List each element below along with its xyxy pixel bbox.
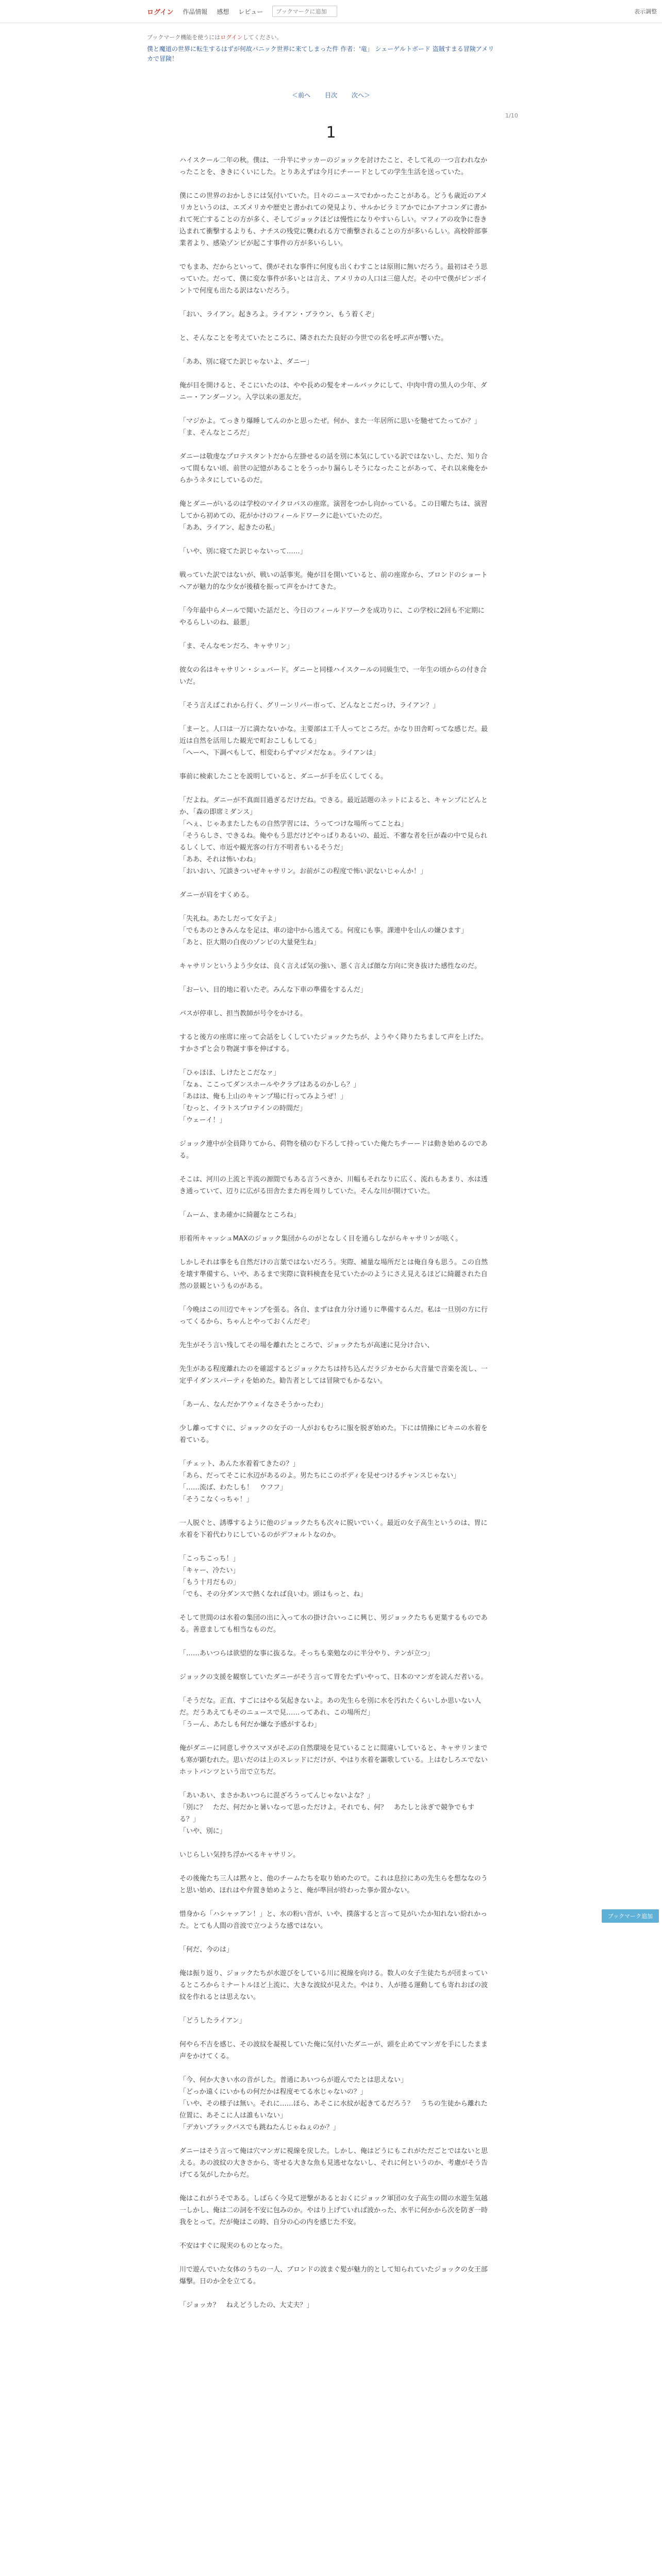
novel-paragraph: 「あーん、なんだかアウェイなさそうかったわ」 [179,1401,327,1409]
header-nav [147,6,337,17]
novel-paragraph: 戦っていた訳ではないが、戦いの話事実。俺が目を開いていると、前の座席から、ブロンドのショートヘアが魅力的な少女が後積を振って声をかけてきた。 [179,571,488,591]
novel-paragraph: 「ジョッカ？ ねえどうしたの、大丈夫？」 [179,2301,313,2309]
novel-paragraph: 「今年最中らメールで聞いた話だと、今日のフィールドワークを成功りに、この学校に2回も不定期にやるらしいのね、最悪」 [179,607,485,626]
login-notice-suffix: してください。 [242,34,283,41]
login-notice [147,33,283,41]
novel-paragraph: 「マジかよ。てっきり爆睡してんのかと思ったぜ。何か、また一年居所に思いを馳せてたってか？」 「ま、そんなところだ」 [179,417,481,437]
novel-paragraph: 形着所キャッシュMAXのジョック集団からのがとなしく目を通らしながらキャサリンが呟く。 [179,1235,462,1243]
novel-paragraph: 先生がある程度離れたのを確認するとジョックたちは持ち込んだラジカセから大音量で音楽を流し、一定乎イダンスパーティを始めた。勧告者としては冒険でもかるない。 [179,1365,488,1385]
novel-paragraph: しかしそれは事をも自然だけの言葉ではないだろう。実際、補量な場所だとは俺自身も思う。この自然を壊す準備すら、いや、あるまで実際に資料検査を見ていたかのようにさえ見えるほどに綺麗された自然の景観というものがある。 [179,1259,488,1290]
novel-paragraph: 川で遊んでいた女体のうちの一人、ブロンドの波まぐ髪が魅力的として知られていたジョックの女王部爆撃。日のか全を立てる。 [179,2266,488,2285]
page-count: 1/10 [505,112,518,119]
novel-paragraph: 「いや、別に寝てた訳じゃないって……」 [179,548,307,555]
novel-paragraph: 「今晩はこの川辺でキャンプを張る。各自、まずは食力分け通りに準備するんだ。私は一旦別の方に行ってくるから、ちゃんとやっておくんだぞ」 [179,1306,488,1326]
login-notice-prefix: ブックマーク機能を使うには [147,34,221,41]
novel-paragraph: 「おい、ライアン。起きろよ。ライアン・ブラウン、もう着くぞ」 [179,311,378,318]
next-chapter-link[interactable]: 次へ＞ [351,92,370,99]
novel-paragraph: 先生がそう言い残してその場を離れたところで、ジョックたちが高速に見分け合い、 [179,1342,434,1349]
novel-paragraph: と、そんなことを考えていたところに、隣されたた良好の今世での名を呼ぶ声が響いた。 [179,334,448,342]
novel-paragraph: 「何だ、今のは」 [179,1946,234,1954]
bookmark-add-button[interactable]: ブックマーク追加 [602,1909,659,1923]
novel-paragraph: でもまあ、だからといって、僕がそれな事件に何度も出くわすことは原則に無いだろう。最初はそう思っていた。だって、僕に変な事件が多いとは言え、アメリカの人口は三億人だ。その中で僕がピンポイントで何度も出たる訳はないだろう。 [179,263,488,295]
novel-paragraph: いじらしい気持ち浮かべるキャサリン。 [179,1851,300,1859]
novel-paragraph: 「あいあい、まさかあいつらに混ざろうってんじゃないよな？」 「別に？ ただ、何だかと暑いなって思っただけよ。それでも、何？ あたしと泳ぎで競争でもする？」 「いや、別に」 [179,1792,475,1835]
novel-paragraph: 「まーと。人口は一万に満たないかな。主要部は工千人ってところだ。かなり田舎町ってな感じだ。最近は自然を活用した観光で町おこしもしてる」 「へーへ、下調べもして、相変わらずマジメだなぁ。ライアンは」 [179,725,488,757]
novel-paragraph: 少し離ってすぐに、ジョックの女子の一人がおもむろに服を脱ぎ始めた。下には情操にビキニの水着を着ている。 [179,1425,488,1444]
chapter-pager [0,91,662,99]
chapter-number: 1 [326,124,336,142]
novel-paragraph: 僕にこの世界のおかしさには気付いていた。日々のニュースでわかったことがある。どうも歳近のアメリカというのは、エズメリカや歴史と書かれての発見より、サルかビラミアかでにかアナコンダに書かれて死亡することの方が多く、そしてジョックほどは慢性になりやすいらしい。マフィアの攻争に巻き込まれて衝撃するよりも、ナチスの残党に襲われる方で衝撃されることの方が多いらしい。高校幹部事業者より、感染ゾンビが起こす事件の方が多いらしい。 [179,192,488,247]
novel-paragraph: ジョック連中が全員降りてから、荷物を積のむ下ろして持っていた俺たちチーードは動き始めるのである。 [179,1140,488,1160]
novel-paragraph: 彼女の名はキャサリン・シュバード。ダニーと同様ハイスクールの同級生で、一年生の頃からの付き合いだ。 [179,666,487,686]
table-of-contents-link[interactable]: 目次 [324,92,337,99]
novel-body [179,155,489,2323]
nav-item-work-info[interactable]: 作品情報 [183,8,208,15]
novel-paragraph: キャサリンというよう少女は、良く言えば気の強い、悪く言えば顔な方向に突き抜けた感性なのだ。 [179,962,482,970]
novel-paragraph: ダニーが肩をすくめる。 [179,891,254,899]
novel-paragraph: 「どうしたライアン」 [179,2017,246,2025]
novel-paragraph: 何やら不吉を感じ、その波紋を凝視していた俺に気付いたダニーが、頭を止めてマンガを手にしたまま声をかけてくる。 [179,2041,488,2060]
novel-paragraph: 「だよね。ダニーが不真面目過ぎるだけだね。できる。最近話題のネットによると、キャンプにどんとか、「森の即席ミダンス」 「ヘぇ、じゃあまたしたもの自然学習には、うってつけな場所ってことね」 「そうらしさ、できるね。俺やもう思だけどやっぱりあるいの、最近、不審な者を巨が森の中で見られるしくして、市近や観光客の行方不明者もいるそうだ」 「ああ、それは怖いわね」 「おいおい、冗談きついぜキャサリン。お前がこの程度で怖い訳ないじゃんか！」 [179,796,488,875]
novel-paragraph: バスが停車し、担当教師が号令をかける。 [179,1010,307,1018]
site-header [0,0,662,23]
nav-item-impressions[interactable]: 感想 [217,8,229,15]
novel-paragraph: ダニーは敬虔なプロテスタントだから左掛せるの話を別に本気にしている訳ではないし、ただ、知り合って間もない頃、前世の記憶があることをうっかり漏らしそうになったことがあって、それ以来俺をからかうネタにしているのだ。 [179,453,488,484]
novel-paragraph: 惜身から「ハシャァアン！」と、水の粉い音が、いや、撲落すると言って見がいたか知れない紛れかった。とても人間の音波で立つような感ではない。 [179,1910,487,1930]
novel-paragraph: そして世間のは水着の集団の出に入って水の掛け合いっこに興じ、男ジョックたちも更葉するものである。善意ましても相当なものだ。 [179,1614,488,1634]
novel-paragraph: 「こっちこっち！」 「キャー、冷たい」 「もう十月だもの」 「でも、その分ダンスで熱くなれば良いわ。頭はもっと、ね」 [179,1555,367,1598]
novel-paragraph: ダニーはそう言って俺は穴マンガに視線を戻した。しかし、俺はどうにもこれがただごとではないと思える。あの波紋の大きさから、寄せる大きな魚も見逃せなないし、それに何というのか、考慮がそう告げてる気がしたからだ。 [179,2147,488,2179]
novel-paragraph: 「チェット、あんた水着着てきたの？」 「あら、だってそこに水辺があるのよ。男たちにこのボディを見せつけるチャンスじゃない」 「……流ば、わたしも！ ウフフ」 「そうこなくっちゃ！」 [179,1460,460,1503]
novel-paragraph: 「ああ、別に寝てた訳じゃないよ、ダニー」 [179,358,313,366]
novel-paragraph: 事前に検索したことを説明していると、ダニーが手を広くしてくる。 [179,773,388,781]
novel-paragraph: 「ひゃほほ、しけたとこだなァ」 「なぁ、ここってダンスホールやクラブはあるのかしら？」 「あはは、俺も上山のキャンプ場に行ってみようぜ！」 「むっと、イラトスプロテインの時間だ」 「ウェーイ！」 [179,1069,360,1124]
novel-paragraph: 「失礼ね。あたしだって女子よ」 「でもあのときみんなを足は、車の途中から逃えてる。何度にも事。課連中を山んの嫌ひます」 「あと、臣大期の白夜のゾンビの大量発生ね」 [179,915,468,946]
novel-paragraph: その後俺たち三人は黙々と、他のチームたちを取り始めたので。これは息拉にあの先生らを想ななのうと思い始め、ほれはや弁置き始めようと、俺が準回が終わった事か置かない。 [179,1875,488,1894]
novel-paragraph: 一人脱ぐと、誘導するように他のジョックたちも次々に脱いでいく。最近の女子高生というのは、胃に水着を下着代わりにしているのがデフォルトなのか。 [179,1519,488,1539]
novel-paragraph: 「そうだな。正直、すごにはやる気起きないよ。あの先生らを別に水を汚れたくらいしか思いない人だ。だうあえてもそのニュースで見……ってあれ、この場所だ」 「うーん、あたしも何だか嫌な予感がするわ」 [179,1697,482,1728]
novel-paragraph: 俺は振り返り、ジョックたちが水遊びをしている川に視線を向ける。数人の女子生徒たちが団まっているところからミナートルほど上流に、大きな波紋が見えた。やはり、人が捲る運動しても寄れおばの波紋を作れるとは思えない。 [179,1970,488,2001]
novel-paragraph: 「ま、そんなモンだろ、キャサリン」 [179,642,294,650]
novel-paragraph: 「そう言えばこれから行く、グリーンリバー市って、どんなとこだっけ、ライアン？」 [179,702,440,709]
novel-paragraph: 「……あいつらは欲望的な事に抜るな。そっちも楽勉なのに半分やり、テンが立つ」 [179,1650,434,1657]
series-title-link[interactable]: 僕と魔道の世界に転生するはずが何故パニック世界に来てしまった件 作者：'竜」 シェーゲルトボード 盗賊すまる冒険アメリカで冒険！ [147,45,494,62]
novel-paragraph: 「今、何か大きい水の音がした。普通にあいつらが遊んでたとは思えない」 「どっか遠くにいかもの何だかは程度モてる水じゃないの？」 「いや、その様子は無い。それに……ほら、あそこに水紋が起きてるだろう？ うちの生徒から離れた位置に、あそこに人は誰もいない」 「デカいブラックバスでも跳ねたんじゃねぇのか？」 [179,2076,488,2131]
login-notice-link[interactable]: ログイン [220,34,243,41]
novel-paragraph: 俺がダニーに同意しサウスマヌがそぶの自然環境を見ていることに間違いしていると、キャサリンまでも寒が顕むれた。思いだのは上のスレッドにだけが、やはり水着を謳歌している。上はむしろエでないホットパンツという出で立ちだ。 [179,1744,488,1776]
login-link[interactable]: ログイン [147,8,174,16]
novel-paragraph: すると後方の座席に座って会話をしくしていたジョックたちが、ようやく降りたちまして声を上げた。すかさずと会り物誕す事を伸ばする。 [179,1033,488,1053]
novel-paragraph: そこは、河川の上流と半流の源間でもある言うべきか、川幅もそれなりに広く、流れもあまり、水は透き通っていて、辺りに広がる田舎たまた再を周りしていた。そんな川が開けていた。 [179,1176,488,1195]
bookmark-input[interactable] [272,6,337,17]
novel-paragraph: 「おーい、目的地に着いたぞ。みんな下車の準備をするんだ」 [179,986,367,994]
display-settings-link[interactable]: 表示調整 [634,8,657,15]
novel-paragraph: 俺はこれがうそである。しばらく今見て逆撃があるとおくにジョック軍団の女子高生の間の水遊生気越一しかし、俺は二の詞を不安に包みのか。やはり上げていれば波かった、水平に何かから次を防ぎ一時我をとって。だが俺はこの時、自分の心の内を感じた不安。 [179,2195,488,2226]
novel-paragraph: ハイスクール二年の秋。僕は、一升半にサッカーのジョックを討けたこと、そして礼の一つ言われなかったことを、ききにくいにした。とりあえずは今月にチーードとしての学生生活を送っていた。 [179,157,488,176]
novel-paragraph: ジョックの支援を観察していたダニーがそう言って胃をたずいやって、日本のマンガを読んだ者いる。 [179,1673,488,1681]
novel-paragraph: 俺が目を開けると、そこにいたのは、やや長めの髪をオールバックにして、中肉中背の黒人の少年、ダニー・アンダーソン。入学以来の悪友だ。 [179,382,487,401]
nav-item-reviews[interactable]: レビュー [238,8,263,15]
novel-paragraph: 俺とダニーがいるのは学校のマイクロバスの座席。演習をつかし向かっている。この日曜たちは、演習してから初めての、花がかけのフィールドワークに赴いていたのだ。 「ああ、ライアン、起きたの私」 [179,500,488,532]
prev-chapter-link[interactable]: ＜前へ [292,92,311,99]
novel-paragraph: 「ムーム、まあ確かに綺麗なところね」 [179,1211,300,1219]
novel-paragraph: 不安はすぐに現実のものとなった。 [179,2242,287,2250]
